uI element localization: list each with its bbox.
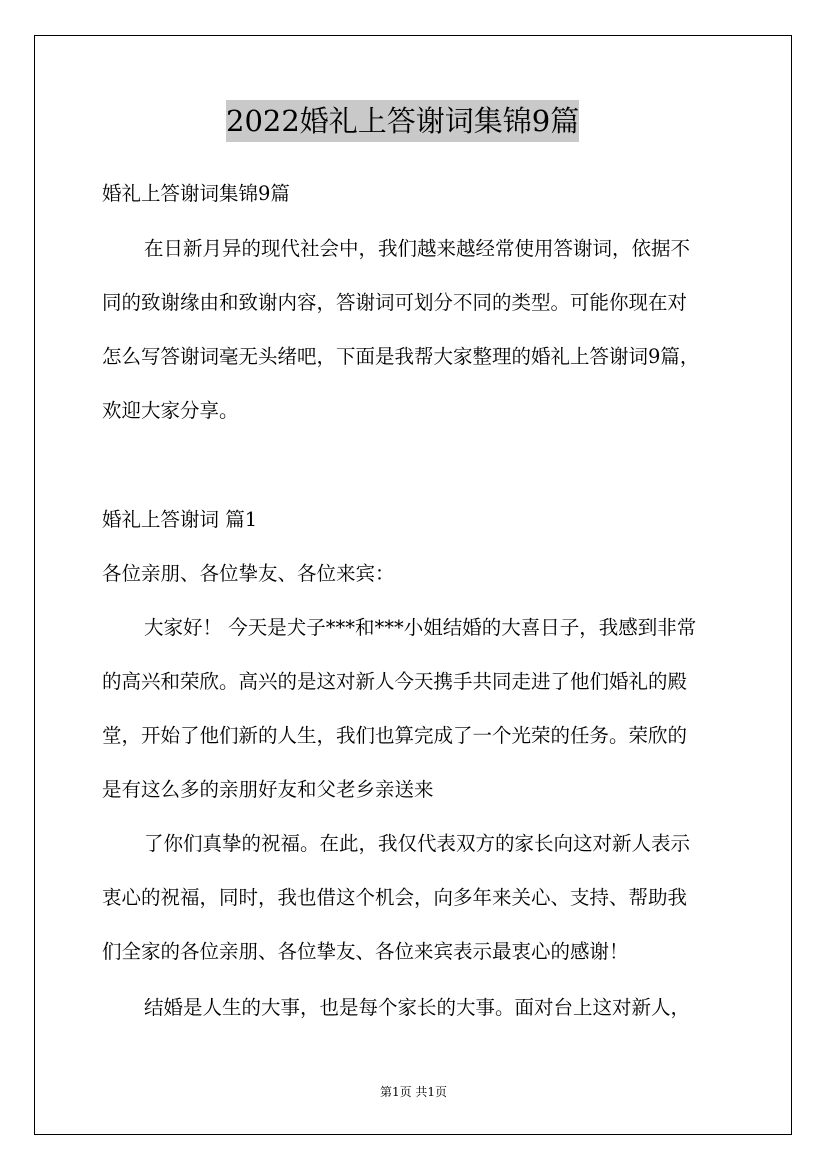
intro-line-1: 在日新月异的现代社会中，我们越来越经常使用答谢词，依据不 (144, 237, 691, 260)
document-title: 2022婚礼上答谢词集锦9篇 (226, 100, 579, 142)
para1-line-3: 堂，开始了他们新的人生，我们也算完成了一个光荣的任务。荣欣的 (102, 724, 688, 747)
para1-line-4: 是有这么多的亲朋好友和父老乡亲送来 (102, 778, 434, 801)
page-footer: 第1页 共1页 (379, 1085, 448, 1099)
intro-line-2: 同的致谢缘由和致谢内容，答谢词可划分不同的类型。可能你现在对 (102, 291, 688, 314)
greeting-line: 各位亲朋、各位挚友、各位来宾： (102, 562, 395, 585)
document-subtitle: 婚礼上答谢词集锦9篇 (102, 182, 290, 205)
para1-line-1: 大家好！ 今天是犬子***和***小姐结婚的大喜日子，我感到非常 (144, 616, 697, 639)
para2-line-1: 了你们真挚的祝福。在此，我仅代表双方的家长向这对新人表示 (144, 832, 691, 855)
intro-line-3: 怎么写答谢词毫无头绪吧，下面是我帮大家整理的婚礼上答谢词9篇， (102, 345, 700, 368)
para2-line-3: 们全家的各位亲朋、各位挚友、各位来宾表示最衷心的感谢！ (102, 940, 629, 963)
para2-line-2: 衷心的祝福，同时，我也借这个机会，向多年来关心、支持、帮助我 (102, 886, 688, 909)
para1-line-2: 的高兴和荣欣。高兴的是这对新人今天携手共同走进了他们婚礼的殿 (102, 670, 688, 693)
para3-line-1: 结婚是人生的大事，也是每个家长的大事。面对台上这对新人， (144, 996, 691, 1019)
intro-line-4: 欢迎大家分享。 (102, 399, 239, 422)
section-heading: 婚礼上答谢词 篇1 (102, 508, 258, 531)
